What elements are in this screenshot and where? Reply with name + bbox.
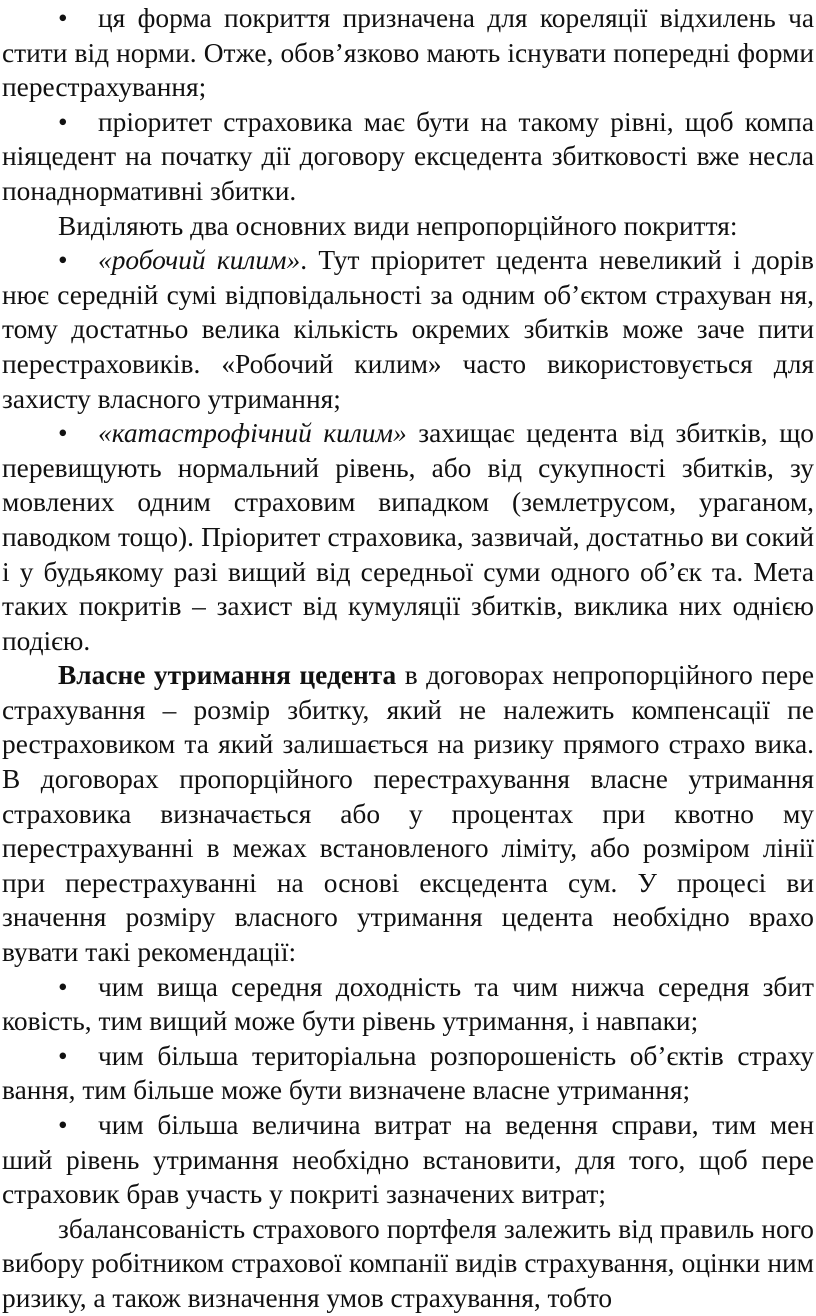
- bullet-marker: •: [58, 418, 68, 449]
- bullet-marker: •: [58, 971, 68, 1002]
- paragraph-two-types: Виділяють два основних види непропорційного покриття:: [58, 210, 738, 241]
- bullet-item-profitability: [2, 970, 814, 1039]
- bullet-marker: •: [58, 106, 68, 137]
- bullet-text: чим вища середня доходність та чим нижча середня збит ковість, тим вищий може бути рівень утримання, і навпаки;: [2, 971, 814, 1037]
- bullet-text: чим більша величина витрат на ведення справи, тим мен ший рівень утримання необхідно встановити, для того, щоб пере страховик брав участь у покриті зазначених витрат;: [2, 1110, 814, 1210]
- bullet-text: ця форма покриття призначена для кореляції відхилень ча стити від норми. Отже, обов’язково мають існувати попередні форми перестрахування;: [2, 3, 814, 103]
- bullet-text: пріоритет страховика має бути на такому рівні, щоб компа ніяцедент на початку дії договору ексцедента збитковості вже несла понаднормативні збитки.: [2, 106, 814, 206]
- bullet-item-expenses: [2, 1108, 814, 1212]
- term-catastrophe-layer: «катастрофічний килим»: [98, 418, 407, 449]
- bullet-item-priority: [2, 105, 814, 209]
- paragraph-retention: [2, 658, 814, 969]
- bullet-item-catastrophe-layer: [2, 416, 814, 658]
- bullet-item-dispersion: [2, 1039, 814, 1108]
- bullet-marker: •: [58, 1040, 68, 1071]
- paragraph-portfolio-balance: збалансованість страхового портфеля залежить від правиль ного вибору робітником страхової компанії видів страхування, оцінки ним ризику, а також визначення умов страхування, тобто: [2, 1213, 814, 1313]
- paragraph-text: в договорах непропорційного пере страхування – розмір збитку, який не належить компенсації пе рестраховиком та який залишається на ризику прямого страхо вика. В договорах пропорційного перестрахування власне утримання страховика визначається або у процентах при квотно му перестрахуванні в межах встановленого ліміту, або розміром лінії при перестрахуванні на основі ексцедента сум. У процесі ви значення розміру власного утримання цедента необхідно врахо вувати такі рекомендації:: [2, 660, 814, 968]
- bullet-marker: •: [58, 1110, 68, 1140]
- bullet-item-correlation: [2, 1, 814, 105]
- term-working-layer: «робочий килим»: [98, 245, 301, 276]
- bullet-marker: •: [58, 3, 68, 33]
- term-own-retention: Власне утримання цедента: [58, 660, 397, 691]
- bullet-text: захищає цедента від збитків, що перевищують нормальний рівень, або від сукупності збитків, зу мовлених одним страховим випадком (землетрусом, ураганом, паводком тощо). Пріоритет страховика, зазвичай, достатньо ви сокий і у будьякому разі вищий від середньої суми одного об’єк та. Мета таких покритів – захист від кумуляції збитків, виклика них однією подією.: [2, 418, 815, 656]
- bullet-text: чим більша територіальна розпорошеність об’єктів страху вання, тим більше може бути визначене власне утримання;: [2, 1040, 814, 1106]
- bullet-marker: •: [58, 245, 68, 276]
- bullet-item-working-layer: [2, 243, 814, 416]
- bullet-text: . Тут пріоритет цедента невеликий і дорів нює середній сумі відповідальності за одним об’єктом страхуван ня, тому достатньо велика кількість окремих збитків може заче пити перестраховиків. «Робочий килим» часто використовується для захисту власного утримання;: [2, 245, 814, 414]
